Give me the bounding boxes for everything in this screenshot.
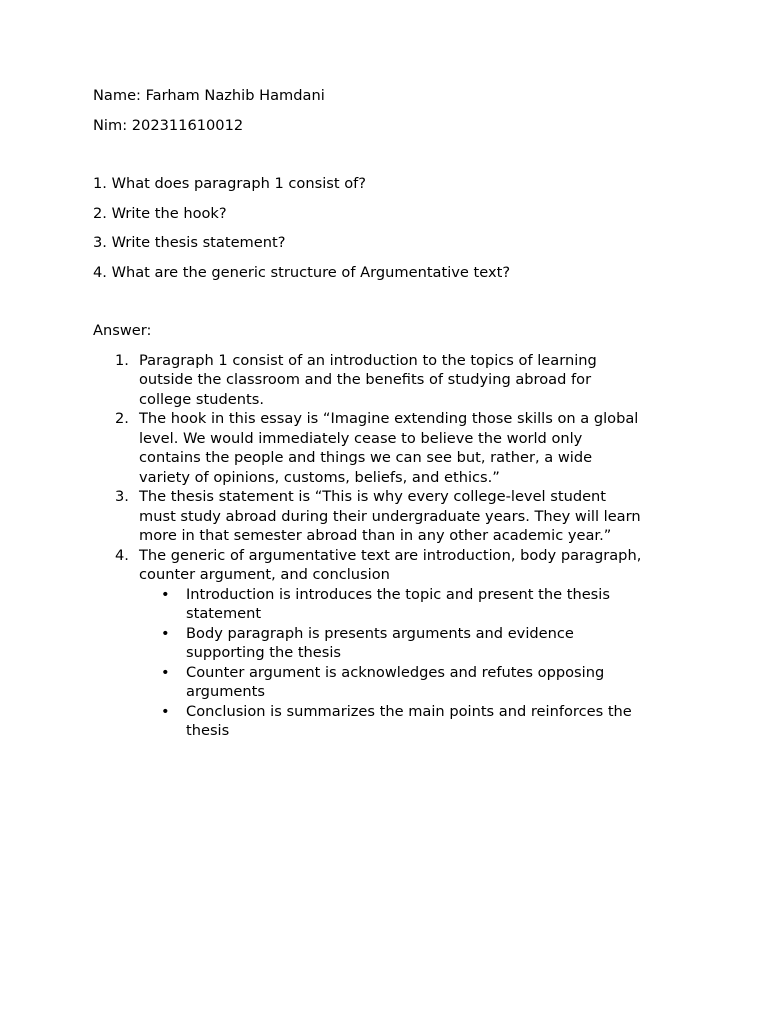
structure-point-introduction xyxy=(139,585,683,624)
structure-point-conclusion xyxy=(139,702,683,741)
answer-3-number: 3. xyxy=(115,488,129,505)
answer-2 xyxy=(93,409,683,487)
bullet-icon: • xyxy=(161,663,170,681)
answer-1 xyxy=(93,351,683,410)
bullet-icon: • xyxy=(161,702,170,720)
answer-label: Answer: xyxy=(93,322,152,339)
structure-point-2-line-1: Body paragraph is presents arguments and evidence xyxy=(186,624,574,642)
question-1: 1. What does paragraph 1 consist of? xyxy=(93,175,367,192)
answer-4-number: 4. xyxy=(115,546,129,564)
answer-1-number: 1. xyxy=(115,351,129,369)
structure-point-body-paragraph xyxy=(139,624,683,663)
answer-3-line-1: The thesis statement is “This is why every college-level student xyxy=(139,488,607,505)
answer-3-line-2: must study abroad during their undergraduate years. They will learn xyxy=(139,507,641,525)
answer-3 xyxy=(93,487,683,546)
answer-2-number: 2. xyxy=(115,410,129,427)
structure-point-3-line-2: arguments xyxy=(186,683,265,700)
structure-point-1-line-1: Introduction is introduces the topic and present the thesis xyxy=(186,585,610,603)
structure-point-1-line-2: statement xyxy=(186,605,262,622)
answer-1-line-2: outside the classroom and the benefits of studying abroad for xyxy=(139,371,592,388)
answer-2-line-4: variety of opinions, customs, beliefs, and ethics.” xyxy=(139,468,500,486)
question-3: 3. Write thesis statement? xyxy=(93,234,286,251)
answer-1-line-3: college students. xyxy=(139,390,264,408)
answer-2-line-1: The hook in this essay is “Imagine extending those skills on a global xyxy=(139,410,639,427)
structure-point-4-line-2: thesis xyxy=(186,722,230,739)
answer-1-line-1: Paragraph 1 consist of an introduction to the topics of learning xyxy=(139,351,597,369)
question-4: 4. What are the generic structure of Argumentative text? xyxy=(93,263,511,281)
answer-4 xyxy=(93,546,683,741)
bullet-icon: • xyxy=(161,585,170,603)
answer-4-line-1: The generic of argumentative text are introduction, body paragraph, xyxy=(139,546,642,564)
question-2: 2. Write the hook? xyxy=(93,204,227,222)
structure-points-list xyxy=(139,585,683,741)
structure-point-counter-argument xyxy=(139,663,683,702)
bullet-icon: • xyxy=(161,624,170,642)
document-page xyxy=(93,86,683,741)
answer-4-line-2: counter argument, and conclusion xyxy=(139,566,390,583)
answer-2-line-3: contains the people and things we can see but, rather, a wide xyxy=(139,449,593,466)
student-nim: Nim: 202311610012 xyxy=(93,116,244,134)
structure-point-2-line-2: supporting the thesis xyxy=(186,644,342,661)
structure-point-4-line-1: Conclusion is summarizes the main points and reinforces the xyxy=(186,702,632,720)
structure-point-3-line-1: Counter argument is acknowledges and refutes opposing xyxy=(186,663,605,681)
answer-list xyxy=(93,351,683,741)
student-name: Name: Farham Nazhib Hamdani xyxy=(93,87,325,104)
answer-2-line-2: level. We would immediately cease to believe the world only xyxy=(139,429,583,447)
answer-3-line-3: more in that semester abroad than in any other academic year.” xyxy=(139,527,612,544)
